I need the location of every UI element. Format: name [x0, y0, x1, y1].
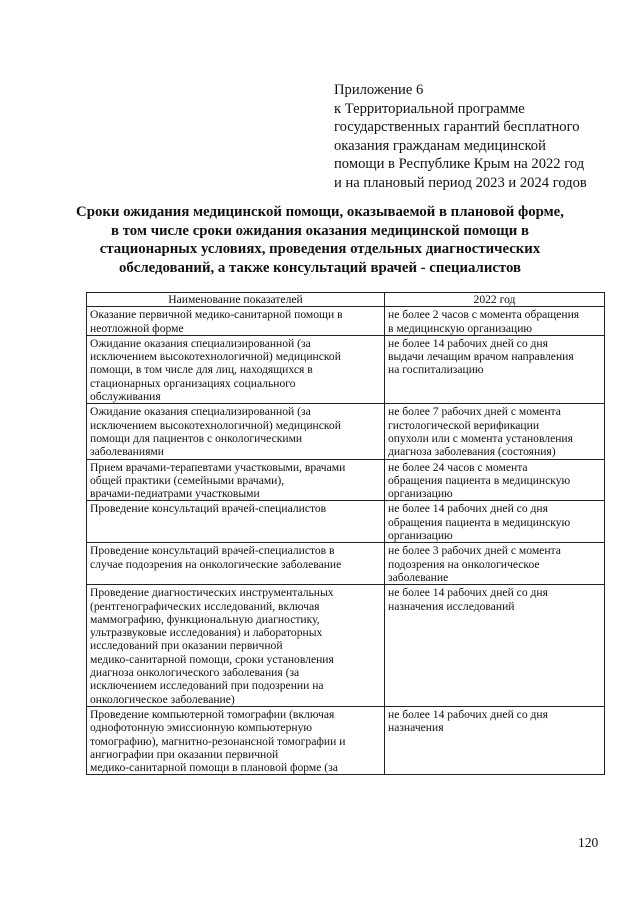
term-cell-line: не более 7 рабочих дней с момента: [388, 405, 561, 419]
term-cell-line: подозрения на онкологическое: [388, 557, 540, 571]
term-cell-line: гистологической верификации: [388, 418, 540, 432]
term-cell: [385, 459, 605, 501]
appendix-line: оказания гражданам медицинской: [334, 137, 546, 154]
table-row: [87, 543, 605, 585]
indicator-cell: [87, 404, 385, 459]
term-cell-line: организацию: [388, 487, 453, 501]
indicator-cell-line: исследований при оказании первичной: [90, 639, 283, 653]
table-row: [87, 459, 605, 501]
waiting-times-table: [86, 292, 605, 775]
indicator-cell-line: Проведение консультаций врачей-специалистов: [90, 502, 327, 516]
indicator-cell-line: общей практики (семейными врачами),: [90, 473, 285, 487]
indicator-cell-line: помощи для пациентов с онкологическими: [90, 431, 303, 445]
page-number: 120: [578, 835, 599, 850]
term-cell-line: не более 14 рабочих дней со дня: [388, 502, 548, 516]
indicator-cell-line: медико-санитарной помощи в плановой форме (за: [90, 761, 338, 775]
table-body: [87, 307, 605, 775]
term-cell: [385, 307, 605, 336]
title-line: стационарных условиях, проведения отдельных диагностических: [99, 241, 541, 257]
term-cell-line: не более 3 рабочих дней с момента: [388, 544, 561, 558]
term-cell-line: обращения пациента в медицинскую: [388, 473, 571, 487]
indicator-cell-line: Проведение компьютерной томографии (включая: [90, 707, 335, 721]
term-cell-line: не более 14 рабочих дней со дня: [388, 586, 548, 600]
term-cell-line: заболевание: [388, 570, 449, 584]
indicator-cell-line: ультразвуковые исследования) и лабораторных: [90, 626, 323, 640]
indicator-cell: [87, 335, 385, 403]
term-cell-line: не более 14 рабочих дней со дня: [388, 336, 548, 350]
indicator-cell-line: исключением высокотехнологичной) медицинской: [90, 350, 341, 364]
indicator-cell-line: Оказание первичной медико-санитарной помощи в: [90, 308, 343, 322]
indicator-cell: [87, 706, 385, 774]
term-cell-line: на госпитализацию: [388, 363, 484, 377]
indicator-cell: [87, 501, 385, 543]
table-row: [87, 501, 605, 543]
term-cell: [385, 335, 605, 403]
title-line: Сроки ожидания медицинской помощи, оказываемой в плановой форме,: [76, 204, 564, 220]
indicator-cell-line: (рентгенографических исследований, включая: [90, 599, 320, 613]
table-header-row: [87, 293, 605, 307]
term-cell-line: не более 2 часов с момента обращения: [388, 308, 580, 322]
indicator-cell-line: томографию), магнитно-резонансной томографии и: [90, 734, 346, 748]
appendix-line: к Территориальной программе: [334, 100, 525, 117]
term-cell-line: опухоли или с момента установления: [388, 431, 573, 445]
term-cell-line: диагноза заболевания (состояния): [388, 445, 556, 459]
document-title: [70, 203, 570, 277]
term-cell: [385, 404, 605, 459]
appendix-line: помощи в Республике Крым на 2022 год: [334, 156, 585, 173]
indicator-cell-line: Проведение диагностических инструментальных: [90, 586, 334, 600]
title-line: в том числе сроки ожидания оказания медицинской помощи в: [111, 222, 529, 239]
indicator-cell-line: обслуживания: [90, 390, 161, 404]
appendix-line: и на плановый период 2023 и 2024 годов: [334, 174, 587, 191]
term-cell-line: выдачи лечащим врачом направления: [388, 350, 574, 364]
term-cell-line: в медицинскую организацию: [388, 321, 533, 335]
indicator-cell-line: онкологическое заболевание): [90, 692, 235, 706]
indicator-cell-line: исключением исследований при подозрении на: [90, 679, 324, 693]
indicator-cell-line: заболеваниями: [90, 445, 164, 459]
term-cell-line: обращения пациента в медицинскую: [388, 515, 571, 529]
indicator-cell-line: врачами-педиатрами участковыми: [90, 487, 260, 501]
term-cell: [385, 585, 605, 707]
term-cell: [385, 501, 605, 543]
term-cell-line: организацию: [388, 529, 453, 543]
indicator-cell-line: неотложной форме: [90, 321, 184, 335]
indicator-cell: [87, 543, 385, 585]
table-row: [87, 706, 605, 774]
table-row: [87, 404, 605, 459]
term-cell-line: не более 14 рабочих дней со дня: [388, 707, 548, 721]
indicator-cell-line: Ожидание оказания специализированной (за: [90, 405, 311, 419]
term-cell-line: назначения исследований: [388, 599, 515, 613]
header-year: 2022 год: [385, 293, 605, 307]
indicator-cell-line: помощи, в том числе для лиц, находящихся в: [90, 363, 313, 377]
indicator-cell-line: ангиографии при оказании первичной: [90, 747, 279, 761]
indicator-cell-line: случае подозрения на онкологические заболевание: [90, 557, 342, 571]
term-cell-line: назначения: [388, 721, 444, 735]
indicator-cell-line: стационарных организациях социального: [90, 376, 296, 390]
indicator-cell: [87, 307, 385, 336]
term-cell: [385, 543, 605, 585]
indicator-cell-line: маммографию, функциональную диагностику,: [90, 612, 320, 626]
table-row: [87, 585, 605, 707]
appendix-header: [334, 81, 624, 193]
term-cell-line: не более 24 часов с момента: [388, 460, 528, 474]
appendix-line: Приложение 6: [334, 82, 424, 98]
indicator-cell-line: Прием врачами-терапевтами участковыми, врачами: [90, 460, 346, 474]
indicator-cell: [87, 585, 385, 707]
indicator-cell-line: исключением высокотехнологичной) медицинской: [90, 418, 341, 432]
term-cell: [385, 706, 605, 774]
appendix-line: государственных гарантий бесплатного: [334, 119, 580, 136]
indicator-cell-line: диагноза онкологического заболевания (за: [90, 666, 300, 680]
header-indicator: Наименование показателей: [87, 293, 385, 307]
indicator-cell-line: Проведение консультаций врачей-специалистов в: [90, 544, 335, 558]
indicator-cell: [87, 459, 385, 501]
table-row: [87, 335, 605, 403]
indicator-cell-line: Ожидание оказания специализированной (за: [90, 336, 311, 350]
indicator-cell-line: медико-санитарной помощи, сроки установления: [90, 652, 334, 666]
indicator-cell-line: однофотонную эмиссионную компьютерную: [90, 721, 313, 735]
title-line: обследований, а также консультаций врачей - специалистов: [118, 259, 522, 276]
table-row: [87, 307, 605, 336]
